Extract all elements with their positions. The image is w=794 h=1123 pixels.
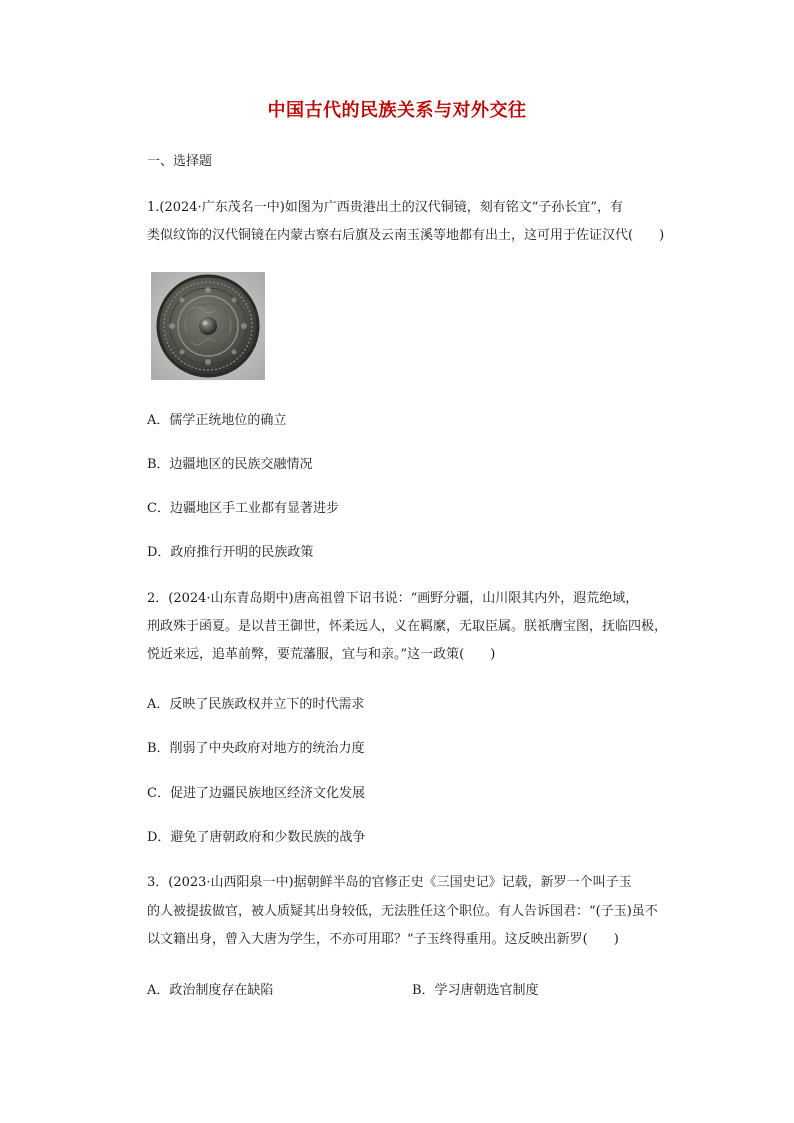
q1-option-d[interactable]: D．政府推行开明的民族政策 xyxy=(147,545,314,560)
bronze-mirror-image xyxy=(151,272,265,380)
q1-stem-line1: 1.(2024·广东茂名一中)如图为广西贵港出土的汉代铜镜，刻有铭文“子孙长宜”，有 xyxy=(147,200,624,215)
q2-stem-line1: 2．(2024·山东青岛期中)唐高祖曾下诏书说：“画野分疆，山川限其内外，遐荒绝域， xyxy=(147,591,639,606)
q2-option-a[interactable]: A．反映了民族政权并立下的时代需求 xyxy=(147,697,365,712)
q2-option-c[interactable]: C．促进了边疆民族地区经济文化发展 xyxy=(147,786,365,801)
q3-option-a[interactable]: A．政治制度存在缺陷 xyxy=(147,983,274,998)
bronze-mirror-icon xyxy=(151,272,265,380)
section-heading: 一、选择题 xyxy=(147,154,213,169)
q1-option-b[interactable]: B．边疆地区的民族交融情况 xyxy=(147,457,313,472)
q2-option-b[interactable]: B．削弱了中央政府对地方的统治力度 xyxy=(147,741,365,756)
q2-stem-line2: 刑政殊于函夏。是以昔王御世，怀柔远人，义在羁縻，无取臣属。朕祇膺宝图，抚临四极， xyxy=(147,619,668,634)
q2-stem-line3: 悦近来远，追革前弊，要荒藩服，宜与和亲。”这一政策( ) xyxy=(147,647,496,662)
q1-stem-line2: 类似纹饰的汉代铜镜在内蒙古察右后旗及云南玉溪等地都有出土，这可用于佐证汉代( ) xyxy=(147,228,665,243)
page-title: 中国古代的民族关系与对外交往 xyxy=(267,100,527,121)
q1-option-a[interactable]: A．儒学正统地位的确立 xyxy=(147,413,287,428)
q1-option-c[interactable]: C．边疆地区手工业都有显著进步 xyxy=(147,501,339,516)
q3-option-b[interactable]: B．学习唐朝选官制度 xyxy=(412,983,539,998)
q3-stem-line2: 的人被提拔做官，被人质疑其出身较低，无法胜任这个职位。有人告诉国君：“(子玉)虽不 xyxy=(147,904,658,919)
q3-stem-line3: 以文籍出身，曾入大唐为学生，不亦可用耶？”子玉终得重用。这反映出新罗( ) xyxy=(147,932,619,947)
q2-option-d[interactable]: D．避免了唐朝政府和少数民族的战争 xyxy=(147,830,366,845)
q3-stem-line1: 3．(2023·山西阳泉一中)据朝鲜半岛的官修正史《三国史记》记载，新罗一个叫子玉 xyxy=(147,875,632,890)
